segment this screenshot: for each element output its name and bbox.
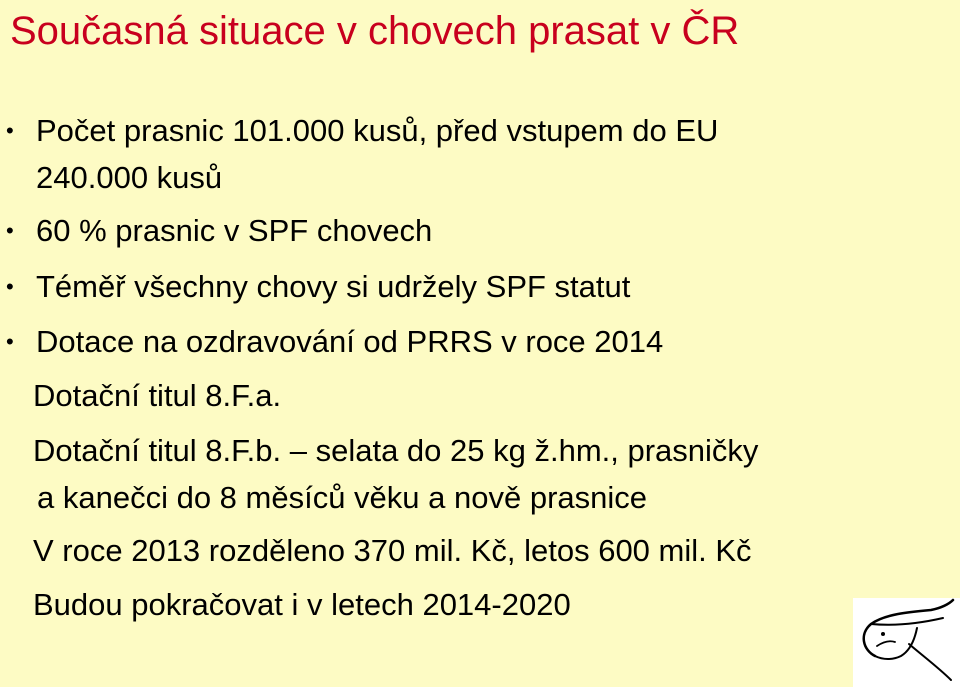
bullet-text-1: Počet prasnic 101.000 kusů, před vstupem do EU [36,113,719,148]
bullet-text-4: Dotace na ozdravování od PRRS v roce 2014 [36,324,664,359]
bullet-marker-3: • [6,274,14,299]
plain-line-3: a kanečci do 8 měsíců věku a nově prasnice [37,480,648,515]
bullet-marker-2: • [6,218,14,243]
plain-line-5: Budou pokračovat i v letech 2014-2020 [33,587,571,622]
plain-line-2: Dotační titul 8.F.b. – selata do 25 kg ž.hm., prasničky [33,433,759,468]
slide-title: Současná situace v chovech prasat v ČR [10,9,740,53]
bullet-text-3: Téměř všechny chovy si udržely SPF statut [36,269,631,304]
plain-line-4: V roce 2013 rozděleno 370 mil. Kč, letos 600 mil. Kč [33,533,752,568]
bullet-text-2: 60 % prasnic v SPF chovech [36,213,433,248]
bullet-text-1-continuation: 240.000 kusů [36,160,223,195]
bullet-marker-4: • [6,329,14,354]
pig-sketch-icon [853,598,960,687]
bullet-marker-1: • [6,118,14,143]
plain-line-1: Dotační titul 8.F.a. [33,378,282,413]
